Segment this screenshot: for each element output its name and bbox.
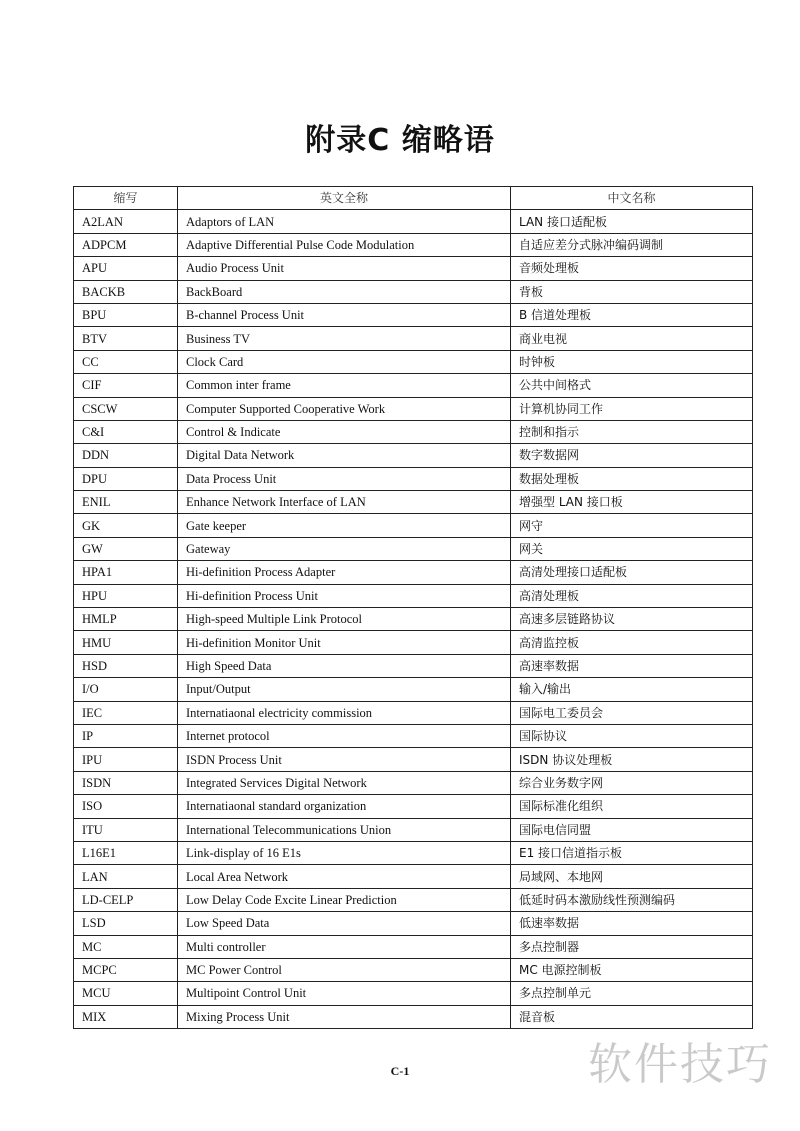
cell-english-name: Enhance Network Interface of LAN bbox=[178, 491, 511, 514]
cell-abbreviation: MIX bbox=[74, 1005, 178, 1028]
table-row bbox=[74, 467, 753, 490]
table-row bbox=[74, 303, 753, 326]
table-row bbox=[74, 1005, 753, 1028]
cell-abbreviation: IP bbox=[74, 724, 178, 747]
cell-chinese-name: 高清处理接口适配板 bbox=[511, 561, 753, 584]
table-row bbox=[74, 958, 753, 981]
cell-chinese-name: 增强型 LAN 接口板 bbox=[511, 491, 753, 514]
cell-chinese-name: 高速率数据 bbox=[511, 654, 753, 677]
page-title: 附录C 缩略语 bbox=[305, 123, 495, 158]
cell-chinese-name: 国际协议 bbox=[511, 724, 753, 747]
cell-abbreviation: DDN bbox=[74, 444, 178, 467]
cell-abbreviation: HPU bbox=[74, 584, 178, 607]
table-row bbox=[74, 280, 753, 303]
table-row bbox=[74, 584, 753, 607]
cell-chinese-name: 自适应差分式脉冲编码调制 bbox=[511, 233, 753, 256]
cell-english-name: ISDN Process Unit bbox=[178, 748, 511, 771]
cell-english-name: Audio Process Unit bbox=[178, 257, 511, 280]
cell-abbreviation: LSD bbox=[74, 912, 178, 935]
cell-chinese-name: 高清处理板 bbox=[511, 584, 753, 607]
cell-abbreviation: IEC bbox=[74, 701, 178, 724]
cell-english-name: Mixing Process Unit bbox=[178, 1005, 511, 1028]
cell-abbreviation: A2LAN bbox=[74, 210, 178, 233]
table-row bbox=[74, 420, 753, 443]
cell-abbreviation: ADPCM bbox=[74, 233, 178, 256]
cell-abbreviation: HMLP bbox=[74, 608, 178, 631]
cell-chinese-name: E1 接口信道指示板 bbox=[511, 841, 753, 864]
cell-chinese-name: ISDN 协议处理板 bbox=[511, 748, 753, 771]
table-row bbox=[74, 397, 753, 420]
cell-chinese-name: 公共中间格式 bbox=[511, 374, 753, 397]
cell-english-name: Low Delay Code Excite Linear Prediction bbox=[178, 888, 511, 911]
cell-abbreviation: CSCW bbox=[74, 397, 178, 420]
cell-chinese-name: 局域网、本地网 bbox=[511, 865, 753, 888]
cell-abbreviation: GK bbox=[74, 514, 178, 537]
cell-chinese-name: 低速率数据 bbox=[511, 912, 753, 935]
cell-abbreviation: LD-CELP bbox=[74, 888, 178, 911]
cell-chinese-name: 网守 bbox=[511, 514, 753, 537]
cell-english-name: MC Power Control bbox=[178, 958, 511, 981]
cell-english-name: Internatiaonal standard organization bbox=[178, 795, 511, 818]
cell-chinese-name: 时钟板 bbox=[511, 350, 753, 373]
cell-english-name: Multi controller bbox=[178, 935, 511, 958]
cell-english-name: Clock Card bbox=[178, 350, 511, 373]
table-row bbox=[74, 935, 753, 958]
cell-abbreviation: MCU bbox=[74, 982, 178, 1005]
cell-abbreviation: CIF bbox=[74, 374, 178, 397]
cell-english-name: Internet protocol bbox=[178, 724, 511, 747]
table-row bbox=[74, 233, 753, 256]
cell-chinese-name: B 信道处理板 bbox=[511, 303, 753, 326]
cell-english-name: Internatiaonal electricity commission bbox=[178, 701, 511, 724]
cell-english-name: Adaptors of LAN bbox=[178, 210, 511, 233]
table-row bbox=[74, 514, 753, 537]
table-row bbox=[74, 210, 753, 233]
cell-english-name: Hi-definition Process Unit bbox=[178, 584, 511, 607]
cell-chinese-name: 低延时码本激励线性预测编码 bbox=[511, 888, 753, 911]
cell-english-name: Input/Output bbox=[178, 678, 511, 701]
cell-english-name: High Speed Data bbox=[178, 654, 511, 677]
cell-english-name: Integrated Services Digital Network bbox=[178, 771, 511, 794]
table-row bbox=[74, 257, 753, 280]
cell-english-name: Digital Data Network bbox=[178, 444, 511, 467]
cell-chinese-name: 计算机协同工作 bbox=[511, 397, 753, 420]
table-row bbox=[74, 491, 753, 514]
cell-abbreviation: I/O bbox=[74, 678, 178, 701]
page-number: C-1 bbox=[390, 1064, 410, 1078]
table-row bbox=[74, 327, 753, 350]
cell-abbreviation: BACKB bbox=[74, 280, 178, 303]
cell-english-name: Control & Indicate bbox=[178, 420, 511, 443]
table-row bbox=[74, 795, 753, 818]
table-row bbox=[74, 771, 753, 794]
table-row bbox=[74, 631, 753, 654]
cell-english-name: Gateway bbox=[178, 537, 511, 560]
cell-abbreviation: ENIL bbox=[74, 491, 178, 514]
cell-english-name: Local Area Network bbox=[178, 865, 511, 888]
cell-abbreviation: MC bbox=[74, 935, 178, 958]
cell-chinese-name: 国际电工委员会 bbox=[511, 701, 753, 724]
cell-english-name: Data Process Unit bbox=[178, 467, 511, 490]
table-row bbox=[74, 818, 753, 841]
cell-english-name: Computer Supported Cooperative Work bbox=[178, 397, 511, 420]
cell-abbreviation: CC bbox=[74, 350, 178, 373]
table-row bbox=[74, 841, 753, 864]
cell-chinese-name: 音频处理板 bbox=[511, 257, 753, 280]
cell-abbreviation: IPU bbox=[74, 748, 178, 771]
cell-chinese-name: LAN 接口适配板 bbox=[511, 210, 753, 233]
cell-abbreviation: DPU bbox=[74, 467, 178, 490]
table-row bbox=[74, 444, 753, 467]
cell-chinese-name: 高速多层链路协议 bbox=[511, 608, 753, 631]
abbreviation-table bbox=[73, 186, 753, 1029]
cell-abbreviation: GW bbox=[74, 537, 178, 560]
cell-english-name: Low Speed Data bbox=[178, 912, 511, 935]
cell-english-name: International Telecommunications Union bbox=[178, 818, 511, 841]
cell-english-name: Gate keeper bbox=[178, 514, 511, 537]
cell-chinese-name: 综合业务数字网 bbox=[511, 771, 753, 794]
cell-chinese-name: 网关 bbox=[511, 537, 753, 560]
table-row bbox=[74, 888, 753, 911]
table-body bbox=[74, 210, 753, 1029]
cell-chinese-name: 商业电视 bbox=[511, 327, 753, 350]
cell-english-name: Common inter frame bbox=[178, 374, 511, 397]
cell-english-name: High-speed Multiple Link Protocol bbox=[178, 608, 511, 631]
watermark-text: 软件技巧 bbox=[565, 1034, 795, 1096]
cell-abbreviation: APU bbox=[74, 257, 178, 280]
cell-abbreviation: BPU bbox=[74, 303, 178, 326]
cell-chinese-name: 控制和指示 bbox=[511, 420, 753, 443]
table-row bbox=[74, 865, 753, 888]
header-english-name: 英文全称 bbox=[178, 187, 511, 210]
cell-chinese-name: 混音板 bbox=[511, 1005, 753, 1028]
cell-abbreviation: ISDN bbox=[74, 771, 178, 794]
cell-abbreviation: LAN bbox=[74, 865, 178, 888]
cell-chinese-name: 背板 bbox=[511, 280, 753, 303]
header-chinese-name: 中文名称 bbox=[511, 187, 753, 210]
cell-abbreviation: HPA1 bbox=[74, 561, 178, 584]
table-row bbox=[74, 374, 753, 397]
cell-abbreviation: L16E1 bbox=[74, 841, 178, 864]
cell-chinese-name: 多点控制单元 bbox=[511, 982, 753, 1005]
cell-abbreviation: HSD bbox=[74, 654, 178, 677]
cell-chinese-name: 多点控制器 bbox=[511, 935, 753, 958]
cell-abbreviation: C&I bbox=[74, 420, 178, 443]
cell-chinese-name: MC 电源控制板 bbox=[511, 958, 753, 981]
cell-english-name: Hi-definition Process Adapter bbox=[178, 561, 511, 584]
cell-english-name: Business TV bbox=[178, 327, 511, 350]
cell-english-name: B-channel Process Unit bbox=[178, 303, 511, 326]
table-row bbox=[74, 701, 753, 724]
table-row bbox=[74, 537, 753, 560]
cell-chinese-name: 输入/输出 bbox=[511, 678, 753, 701]
table-row bbox=[74, 912, 753, 935]
cell-abbreviation: BTV bbox=[74, 327, 178, 350]
cell-english-name: Multipoint Control Unit bbox=[178, 982, 511, 1005]
cell-chinese-name: 国际标准化组织 bbox=[511, 795, 753, 818]
table-row bbox=[74, 350, 753, 373]
table-header-row bbox=[74, 187, 753, 210]
cell-abbreviation: MCPC bbox=[74, 958, 178, 981]
table-row bbox=[74, 608, 753, 631]
cell-chinese-name: 高清监控板 bbox=[511, 631, 753, 654]
cell-english-name: Link-display of 16 E1s bbox=[178, 841, 511, 864]
cell-abbreviation: ITU bbox=[74, 818, 178, 841]
table-row bbox=[74, 654, 753, 677]
table-row bbox=[74, 678, 753, 701]
cell-chinese-name: 数字数据网 bbox=[511, 444, 753, 467]
cell-english-name: BackBoard bbox=[178, 280, 511, 303]
table-row bbox=[74, 748, 753, 771]
header-abbreviation: 缩写 bbox=[74, 187, 178, 210]
cell-abbreviation: ISO bbox=[74, 795, 178, 818]
cell-chinese-name: 国际电信同盟 bbox=[511, 818, 753, 841]
cell-chinese-name: 数据处理板 bbox=[511, 467, 753, 490]
cell-abbreviation: HMU bbox=[74, 631, 178, 654]
table-row bbox=[74, 724, 753, 747]
table-row bbox=[74, 982, 753, 1005]
cell-english-name: Hi-definition Monitor Unit bbox=[178, 631, 511, 654]
cell-english-name: Adaptive Differential Pulse Code Modulation bbox=[178, 233, 511, 256]
table-row bbox=[74, 561, 753, 584]
